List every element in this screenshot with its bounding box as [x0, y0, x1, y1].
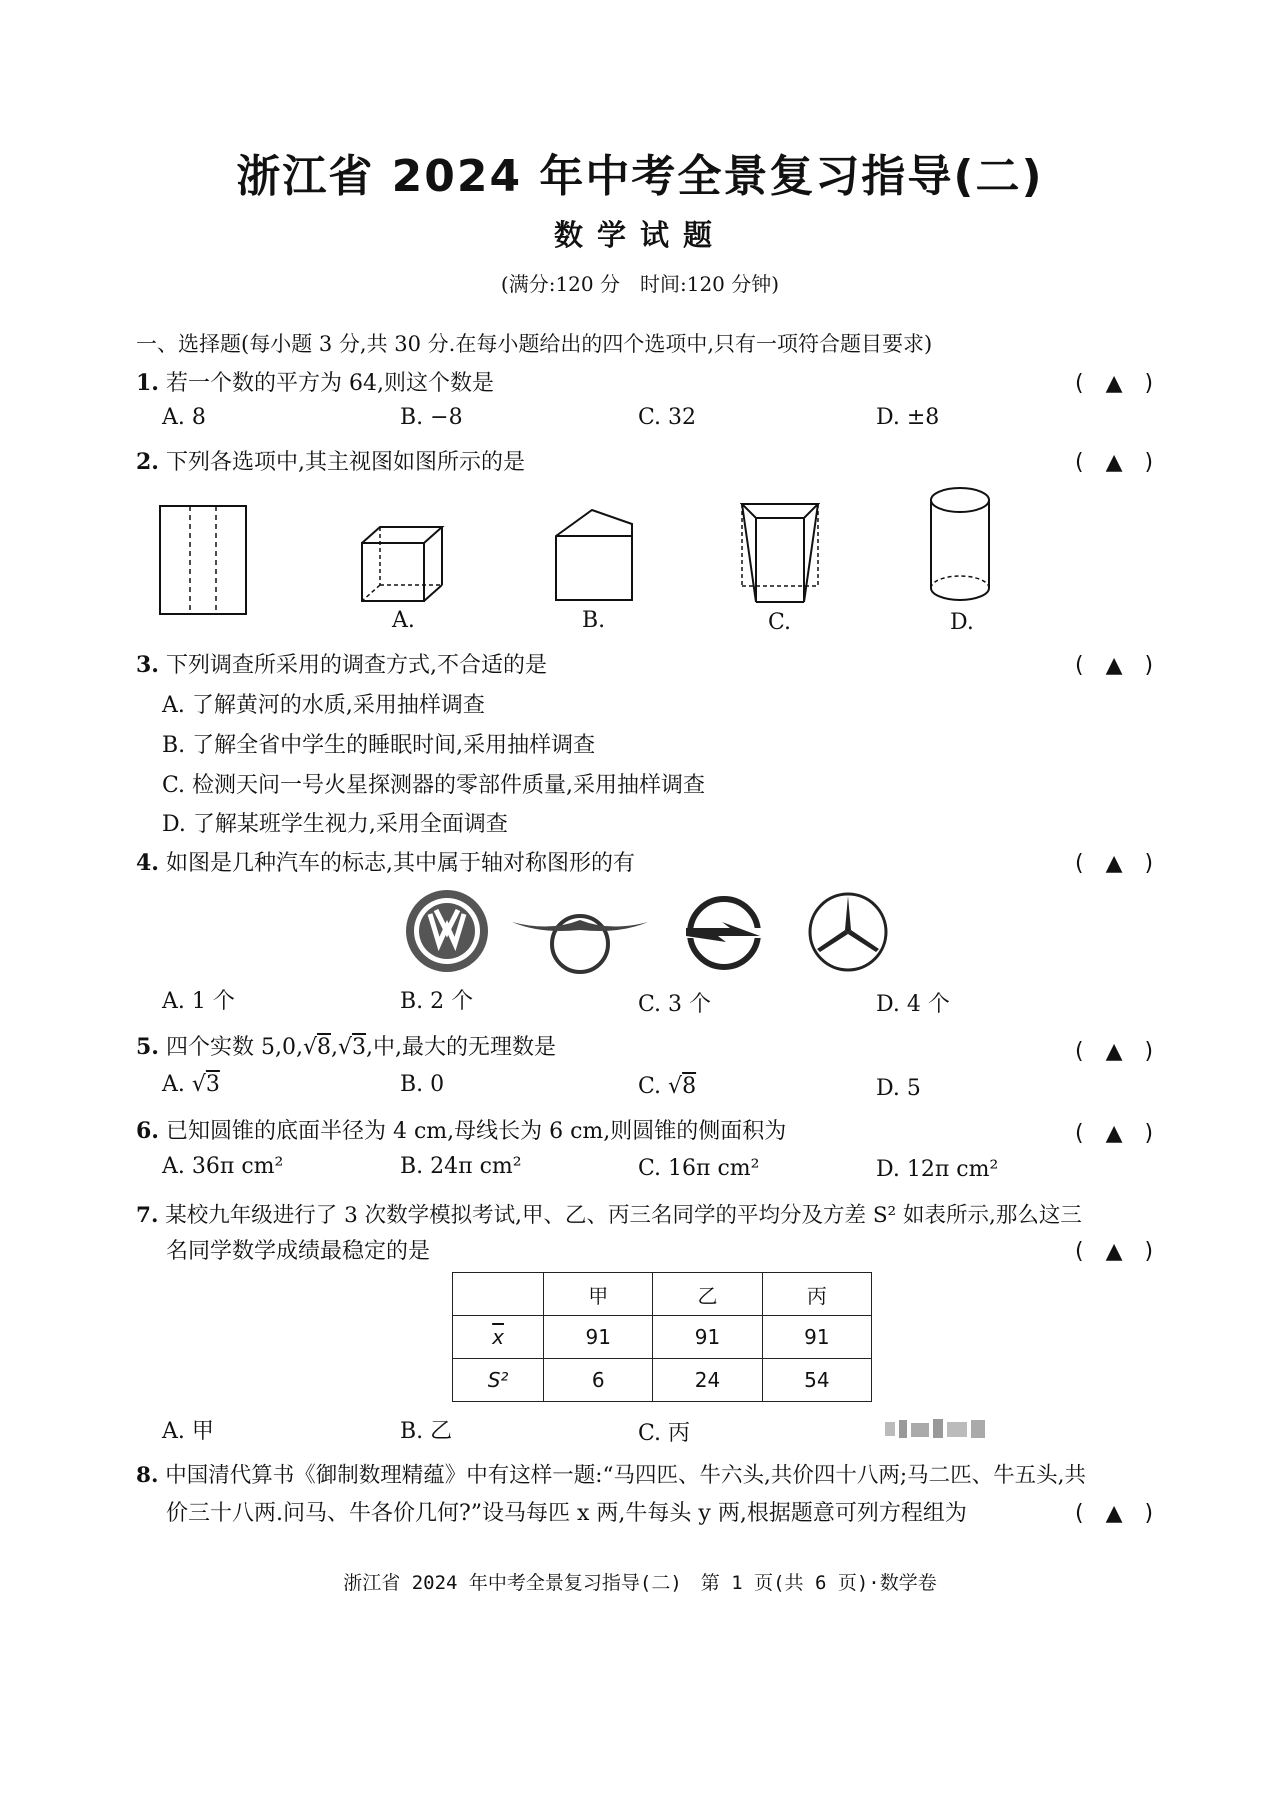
figure-label-d: D.: [950, 610, 974, 635]
option-d: D. 12π cm²: [876, 1157, 999, 1182]
comma: ,: [330, 1035, 338, 1060]
option-d: D. 了解某班学生视力,采用全面调查: [162, 812, 508, 837]
option-b: B. −8: [400, 405, 463, 430]
answer-mark: ( ▲ ): [1075, 1039, 1154, 1064]
answer-mark: ( ▲ ): [1075, 653, 1154, 678]
table-cell: 6: [544, 1359, 653, 1402]
option-a: A. 36π cm²: [162, 1154, 284, 1179]
option-c: [638, 1074, 696, 1099]
cube-figure: [360, 525, 445, 605]
option-c: C. 16π cm²: [638, 1156, 760, 1181]
option-b: B. 乙: [400, 1419, 453, 1444]
question-7-line-2: 名同学数学成绩最稳定的是: [166, 1239, 431, 1264]
question-1: [136, 366, 494, 397]
question-7: [136, 1198, 1082, 1229]
page-footer: 浙江省 2024 年中考全景复习指导(二) 第 1 页(共 6 页)·数学卷: [343, 1572, 937, 1594]
question-number: 8.: [136, 1463, 159, 1488]
option-d: D. ±8: [876, 405, 940, 430]
row-label-mean: $\overline{x}$: [453, 1316, 544, 1359]
question-text: 已知圆锥的底面半径为 4 cm,母线长为 6 cm,则圆锥的侧面积为: [165, 1119, 787, 1144]
answer-mark: ( ▲ ): [1075, 450, 1154, 475]
mercedes-logo-icon: [806, 890, 890, 974]
front-view-figure: [158, 504, 250, 618]
question-5: [136, 1030, 556, 1061]
option-prefix: A.: [162, 1072, 192, 1097]
option-d: D. 5: [876, 1076, 921, 1101]
radicand: 3: [205, 1072, 220, 1097]
question-text: 中国清代算书《御制数理精蕴》中有这样一题:“马四匹、牛六头,共价四十八两;马二匹、牛五头,共: [165, 1463, 1086, 1488]
table-row: [453, 1316, 872, 1359]
radicand: 8: [316, 1035, 331, 1060]
option-b: B. 24π cm²: [400, 1154, 522, 1179]
option-c: C. 32: [638, 405, 697, 430]
question-number: 7.: [136, 1203, 159, 1228]
answer-mark: ( ▲ ): [1075, 1501, 1154, 1526]
section-heading: 一、选择题(每小题 3 分,共 30 分.在每小题给出的四个选项中,只有一项符合题目要求): [136, 332, 933, 356]
table-cell: 54: [762, 1359, 871, 1402]
sqrt-symbol: √: [668, 1074, 683, 1099]
question-number: 1.: [136, 370, 159, 396]
table-row: [453, 1359, 872, 1402]
question-number: 4.: [136, 850, 159, 876]
sqrt-symbol: √: [302, 1035, 317, 1060]
figure-label-b: B.: [582, 608, 606, 633]
question-text: 若一个数的平方为 64,则这个数是: [165, 371, 494, 396]
table-header-cell: [453, 1273, 544, 1316]
exam-title: 浙江省 2024 年中考全景复习指导(二): [236, 151, 1044, 202]
option-c: C. 3 个: [638, 992, 712, 1017]
option-b: B. 0: [400, 1072, 445, 1097]
table-cell: 91: [544, 1316, 653, 1359]
option-a: A. 了解黄河的水质,采用抽样调查: [162, 693, 485, 718]
option-c: C. 检测天问一号火星探测器的零部件质量,采用抽样调查: [162, 773, 706, 798]
option-d: D. 4 个: [876, 992, 950, 1017]
question-number: 3.: [136, 652, 159, 678]
table-header-row: [453, 1273, 872, 1316]
radicand: 8: [682, 1074, 697, 1099]
table-header-cell: 甲: [544, 1273, 653, 1316]
question-6: [136, 1114, 786, 1145]
option-b: B. 了解全省中学生的睡眠时间,采用抽样调查: [162, 733, 596, 758]
option-c: C. 丙: [638, 1421, 691, 1446]
question-3: [136, 648, 547, 679]
question-8-line-2: 价三十八两.问马、牛各价几何?”设马每匹 x 两,牛每头 y 两,根据题意可列方程组为: [166, 1501, 967, 1526]
exam-subtitle: 数学试题: [553, 218, 726, 252]
question-number: 2.: [136, 449, 159, 475]
exam-info: (满分:120 分 时间:120 分钟): [500, 272, 780, 296]
figure-label-c: C.: [768, 610, 792, 635]
option-b: B. 2 个: [400, 989, 474, 1014]
question-text: 某校九年级进行了 3 次数学模拟考试,甲、乙、丙三名同学的平均分及方差 S² 如表所示,那么这三: [165, 1203, 1082, 1228]
option-a: A. 甲: [162, 1419, 214, 1444]
hongqi-style-logo-icon: [510, 904, 650, 976]
question-4: [136, 846, 635, 877]
question-8: [136, 1458, 1086, 1489]
question-text: 下列各选项中,其主视图如图所示的是: [165, 450, 525, 475]
cylinder-figure: [928, 484, 992, 606]
option-a: [162, 1072, 220, 1097]
question-number: 6.: [136, 1118, 159, 1144]
question-text: 下列调查所采用的调查方式,不合适的是: [165, 653, 547, 678]
sqrt-symbol: √: [191, 1072, 206, 1097]
question-number: 5.: [136, 1034, 159, 1060]
score-table: [452, 1272, 872, 1402]
row-label-variance: S²: [453, 1359, 544, 1402]
table-cell: 91: [762, 1316, 871, 1359]
answer-mark: ( ▲ ): [1075, 1121, 1154, 1146]
table-header-cell: 丙: [762, 1273, 871, 1316]
opel-logo-icon: [672, 892, 776, 974]
option-prefix: C.: [638, 1074, 669, 1099]
question-2: [136, 445, 525, 476]
option-a: A. 1 个: [162, 989, 235, 1014]
answer-mark: ( ▲ ): [1075, 851, 1154, 876]
table-cell: 24: [653, 1359, 762, 1402]
question-text: 如图是几种汽车的标志,其中属于轴对称图形的有: [165, 851, 635, 876]
radicand: 3: [352, 1035, 367, 1060]
sqrt-symbol: √: [337, 1035, 353, 1060]
table-header-cell: 乙: [653, 1273, 762, 1316]
house-figure: [554, 508, 636, 604]
question-text-part: ,中,最大的无理数是: [366, 1035, 557, 1060]
volkswagen-logo-icon: [404, 888, 490, 974]
answer-mark: ( ▲ ): [1075, 371, 1154, 396]
prism-figure: [740, 502, 820, 606]
redaction-scribble: [885, 1418, 995, 1440]
figure-label-a: A.: [392, 608, 415, 633]
table-cell: 91: [653, 1316, 762, 1359]
question-text-part: 四个实数 5,0,: [165, 1035, 303, 1060]
answer-mark: ( ▲ ): [1075, 1239, 1154, 1264]
option-a: A. 8: [162, 405, 206, 430]
